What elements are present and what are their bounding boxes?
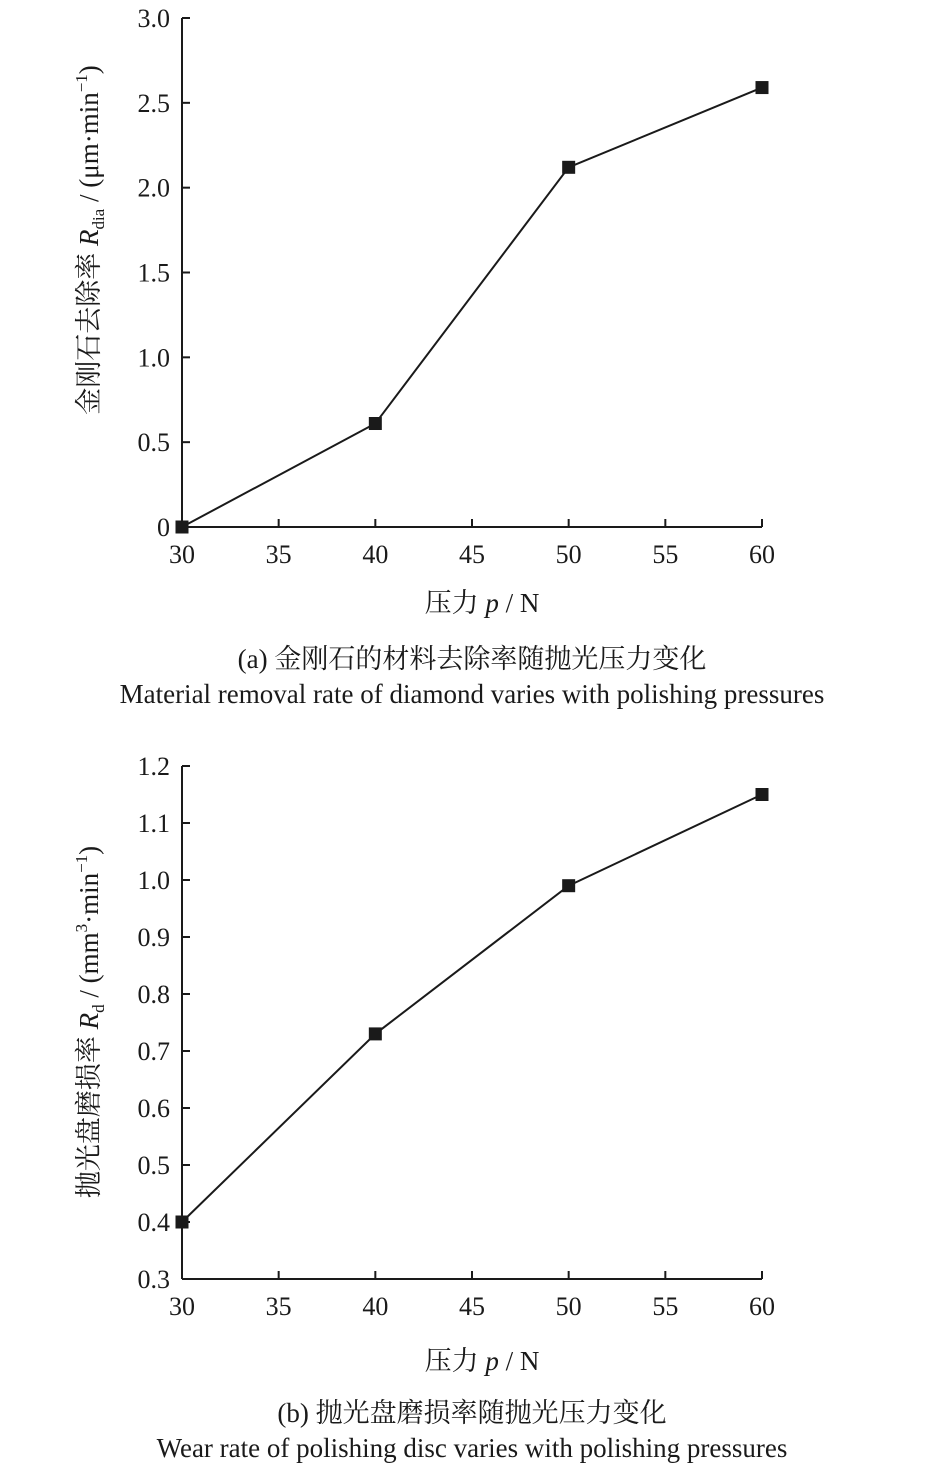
x-tick-label: 50 xyxy=(555,540,582,569)
y-axis-title: 金刚石去除率 $R_{dia} / (\mu m\cdot\min^{-1})$ xyxy=(72,65,108,415)
x-tick-label: 55 xyxy=(652,540,679,569)
data-point-marker xyxy=(369,1027,382,1040)
y-tick-label: 0.6 xyxy=(137,1094,170,1123)
y-tick-label: 1.1 xyxy=(137,809,170,838)
data-point-marker xyxy=(176,1216,189,1229)
y-tick-label: 1.5 xyxy=(137,258,170,288)
series-line xyxy=(182,795,762,1223)
caption-en: Material removal rate of diamond varies with polishing pressures xyxy=(119,679,825,709)
x-tick-label: 45 xyxy=(459,1292,485,1321)
x-tick-label: 35 xyxy=(265,1292,292,1321)
data-point-marker xyxy=(562,879,575,892)
y-tick-label: 1.0 xyxy=(137,866,170,895)
data-point-marker xyxy=(562,161,575,174)
data-point-marker xyxy=(176,521,189,534)
y-tick-label: 0.5 xyxy=(137,428,170,458)
x-axis-title: 压力 p / N xyxy=(424,1346,540,1376)
data-point-marker xyxy=(756,788,769,801)
y-tick-label: 0.4 xyxy=(137,1208,170,1237)
data-markers xyxy=(176,788,769,1229)
y-tick-label: 0 xyxy=(157,513,170,542)
y-tick-label: 1.2 xyxy=(137,752,170,781)
caption-cn: (a) 金刚石的材料去除率随抛光压力变化 xyxy=(237,644,707,674)
data-point-marker xyxy=(369,417,382,430)
x-tick-label: 30 xyxy=(169,540,195,569)
y-tick-label: 3.0 xyxy=(137,4,170,33)
x-tick-label: 60 xyxy=(749,1292,775,1321)
y-tick-label: 0.3 xyxy=(137,1265,170,1294)
chart-panel-a xyxy=(72,4,824,709)
x-tick-label: 40 xyxy=(362,1292,389,1321)
y-tick-label: 2.0 xyxy=(137,173,170,203)
x-tick-label: 50 xyxy=(555,1292,582,1321)
y-tick-label: 0.8 xyxy=(137,980,170,1009)
y-tick-label: 0.5 xyxy=(137,1151,170,1180)
x-tick-label: 55 xyxy=(652,1292,679,1321)
x-tick-label: 30 xyxy=(169,1292,195,1321)
x-tick-label: 45 xyxy=(459,540,485,569)
y-tick-label: 1.0 xyxy=(137,343,170,373)
y-tick-label: 2.5 xyxy=(137,88,170,118)
x-tick-label: 35 xyxy=(265,540,292,569)
y-tick-label: 0.9 xyxy=(137,923,170,952)
x-tick-label: 40 xyxy=(362,540,389,569)
data-point-marker xyxy=(756,81,769,94)
caption-cn: (b) 抛光盘磨损率随抛光压力变化 xyxy=(277,1398,667,1428)
x-axis-title: 压力 p / N xyxy=(424,588,540,618)
data-markers xyxy=(176,81,769,533)
x-tick-label: 60 xyxy=(749,540,775,569)
chart-panel-b xyxy=(72,752,787,1463)
y-axis-title: 抛光盘磨损率 $R_d / (mm^3\cdot\min^{-1})$ xyxy=(72,845,108,1199)
series-line xyxy=(182,88,762,527)
caption-en: Wear rate of polishing disc varies with polishing pressures xyxy=(156,1433,788,1463)
y-tick-label: 0.7 xyxy=(137,1037,170,1066)
